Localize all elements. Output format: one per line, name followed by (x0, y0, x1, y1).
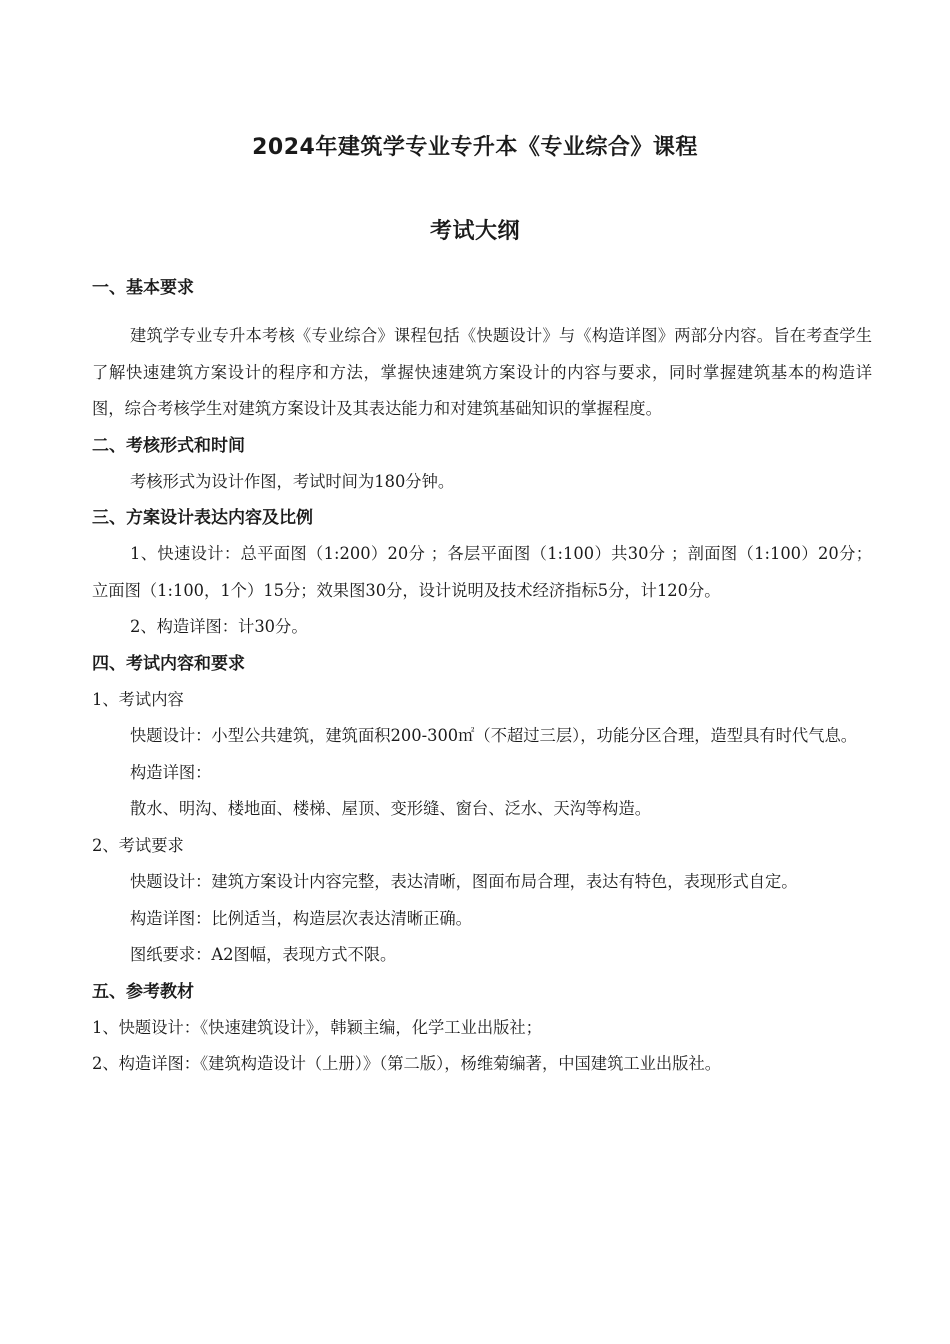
subheading-exam-content: 1、考试内容 (92, 689, 184, 709)
reference-item-2: 2、构造详图：《建筑构造设计（上册）》（第二版），杨维菊编著，中国建筑工业出版社。 (92, 1054, 722, 1073)
paragraph-exam-format: 考核形式为设计作图，考试时间为180分钟。 (130, 471, 455, 491)
paragraph-detail-label: 构造详图： (130, 762, 212, 782)
paragraph-drawing-requirements: 图纸要求：A2图幅，表现方式不限。 (130, 945, 397, 964)
document-subtitle: 考试大纲 (429, 219, 520, 244)
paragraph-detail-scoring: 2、构造详图：计30分。 (130, 617, 308, 636)
section-heading-exam-format: 二、考核形式和时间 (92, 435, 245, 456)
section-heading-design-content: 三、方案设计表达内容及比例 (92, 508, 313, 528)
paragraph-quick-design-scoring: 1、快速设计：总平面图（1:200）20分 ；各层平面图（1:100）共30分 ；剖面图（1:100）20分；立面图（1:100，1个）15分；效果图30分，设计说明及技术经济指标5分，计120分。 (92, 544, 872, 600)
paragraph-detail-items: 散水、明沟、楼地面、楼梯、屋顶、变形缝、窗台、泛水、天沟等构造。 (130, 799, 652, 818)
reference-item-1: 1、快题设计：《快速建筑设计》，韩颖主编，化学工业出版社； (92, 1017, 542, 1037)
section-heading-exam-content: 四、考试内容和要求 (92, 653, 245, 674)
section-heading-references: 五、参考教材 (92, 981, 194, 1002)
paragraph-quick-design-requirements: 快题设计：建筑方案设计内容完整，表达清晰，图面布局合理，表达有特色，表现形式自定。 (130, 872, 798, 891)
section-heading-basic-requirements: 一、基本要求 (92, 278, 194, 298)
subheading-exam-requirements: 2、考试要求 (92, 835, 184, 855)
paragraph-detail-requirements: 构造详图：比例适当，构造层次表达清晰正确。 (130, 908, 472, 928)
document-title: 2024年建筑学专业专升本《专业综合》课程 (252, 135, 698, 160)
document-body (92, 270, 872, 1083)
paragraph-basic-requirements: 建筑学专业专升本考核《专业综合》课程包括《快题设计》与《构造详图》两部分内容。旨在考查学生了解快速建筑方案设计的程序和方法，掌握快速建筑方案设计的内容与要求，同时掌握建筑基本的构造详图，综合考核学生对建筑方案设计及其表达能力和对建筑基础知识的掌握程度。 (92, 326, 872, 418)
paragraph-quick-design-content: 快题设计：小型公共建筑，建筑面积200-300㎡（不超过三层），功能分区合理，造型具有时代气息。 (130, 726, 858, 745)
